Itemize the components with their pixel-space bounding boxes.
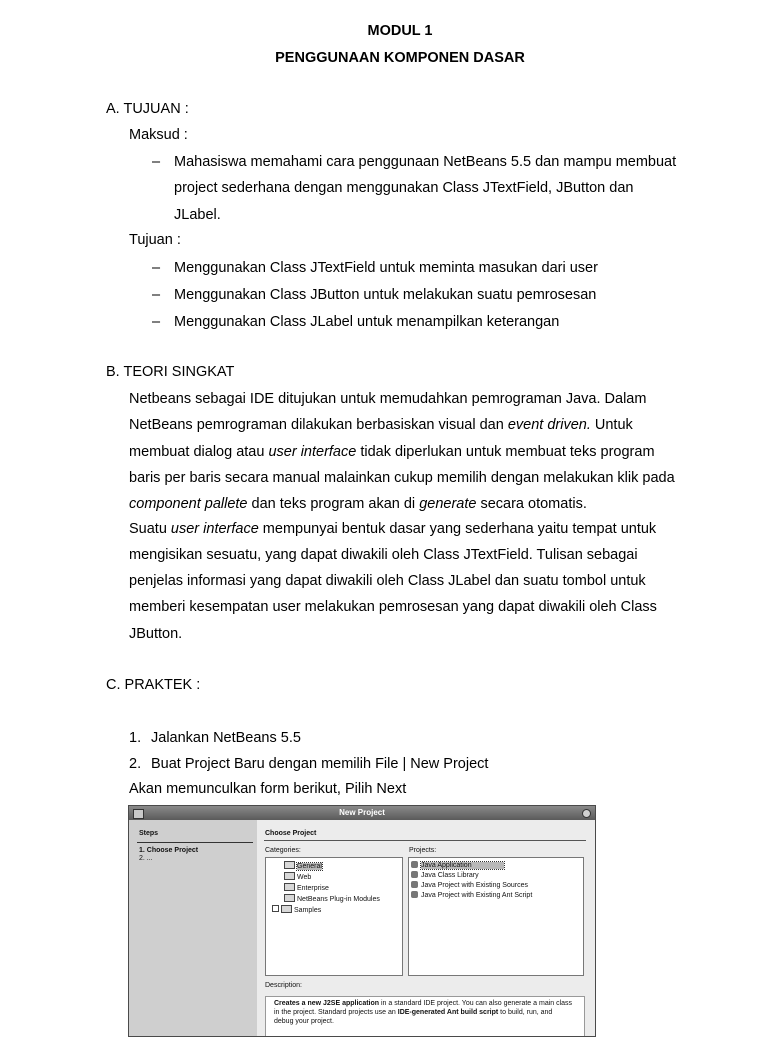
step-item: 2. ... [139, 855, 153, 862]
section-c-heading: C. PRAKTEK : [106, 677, 201, 693]
ant-script-icon [411, 891, 418, 898]
window-menu-icon[interactable] [133, 809, 144, 819]
description-line: in the project. Standard projects use an IDE-generated Ant build script to build, run, and [274, 1009, 553, 1016]
categories-list[interactable] [265, 857, 403, 976]
project-item[interactable]: Java Class Library [411, 871, 479, 879]
folder-icon [284, 883, 295, 891]
step-text: Jalankan NetBeans 5.5 [151, 730, 301, 746]
section-b-heading: B. TEORI SINGKAT [106, 364, 235, 380]
theory-line: membuat dialog atau user interface tidak diperlukan untuk membuat teks program [129, 444, 655, 460]
theory-line: memberi kesempatan user melakukan pemrosesan yang dapat diwakili oleh Class [129, 599, 657, 615]
panel-heading: Choose Project [265, 830, 317, 837]
theory-line: baris per baris secara manual malainkan cukup memilih dengan melakukan klik pada [129, 470, 675, 486]
tujuan-item: Menggunakan Class JLabel untuk menampilkan keterangan [174, 314, 560, 330]
maksud-item-line: JLabel. [174, 207, 221, 223]
category-item[interactable]: Samples [272, 905, 321, 914]
category-item[interactable]: NetBeans Plug-in Modules [284, 894, 380, 903]
step-text: Buat Project Baru dengan memilih File | New Project [151, 756, 489, 772]
section-a-heading: A. TUJUAN : [106, 101, 189, 117]
description-line: Creates a new J2SE application in a standard IDE project. You can also generate a main class [274, 1000, 573, 1007]
theory-line: Suatu user interface mempunyai bentuk dasar yang sederhana yaitu tempat untuk [129, 521, 657, 537]
module-title: PENGGUNAAN KOMPONEN DASAR [275, 50, 525, 66]
step-number: 2. [129, 756, 142, 772]
folder-icon [284, 872, 295, 880]
step-note: Akan memunculkan form berikut, Pilih Next [129, 781, 407, 797]
folder-icon [284, 894, 295, 902]
theory-line: Netbeans sebagai IDE ditujukan untuk memudahkan pemrograman Java. Dalam [129, 391, 647, 407]
close-icon[interactable] [582, 809, 591, 818]
maksud-item-line: project sederhana dengan menggunakan Class JTextField, JButton dan [174, 180, 634, 196]
maksud-item-line: Mahasiswa memahami cara penggunaan NetBeans 5.5 dan mampu membuat [174, 154, 677, 170]
java-cup-icon [411, 861, 418, 868]
folder-icon [281, 905, 292, 913]
category-item[interactable]: Enterprise [284, 883, 329, 892]
step-number: 1. [129, 730, 142, 746]
tujuan-item: Menggunakan Class JTextField untuk meminta masukan dari user [174, 260, 598, 276]
step-item: 1. Choose Project [139, 847, 199, 854]
maksud-label: Maksud : [129, 127, 188, 143]
new-project-dialog [128, 805, 596, 1037]
theory-line: JButton. [129, 626, 183, 642]
tujuan-item: Menggunakan Class JButton untuk melakukan suatu pemrosesan [174, 287, 597, 303]
maksud-bullet: – [152, 154, 161, 170]
description-box [265, 996, 585, 1037]
description-line: debug your project. [274, 1018, 334, 1025]
theory-line: NetBeans pemrograman dilakukan berbasiskan visual dan event driven. Untuk [129, 417, 633, 433]
theory-line: penjelas informasi yang dapat diwakili oleh Class JLabel dan suatu tombol untuk [129, 573, 646, 589]
tujuan-label: Tujuan : [129, 232, 181, 248]
dialog-title: New Project [339, 808, 385, 817]
steps-pane [129, 820, 257, 1036]
java-cup-icon [411, 871, 418, 878]
theory-line: mengisikan sesuatu, yang dapat diwakili oleh Class JTextField. Tulisan sebagai [129, 547, 638, 563]
expand-icon[interactable] [272, 905, 279, 912]
steps-heading: Steps [139, 830, 159, 837]
projects-label: Projects: [409, 847, 437, 854]
tujuan-bullet: – [152, 314, 161, 330]
theory-line: component pallete dan teks program akan di generate secara otomatis. [129, 496, 587, 512]
folder-icon [284, 861, 295, 869]
categories-label: Categories: [265, 847, 301, 854]
dialog-title-bar [129, 806, 595, 820]
project-item[interactable]: Java Project with Existing Sources [411, 881, 528, 889]
project-item[interactable]: Java Application [411, 861, 579, 869]
tujuan-bullet: – [152, 260, 161, 276]
description-label: Description: [265, 982, 302, 989]
module-number: MODUL 1 [367, 23, 433, 39]
projects-list[interactable] [408, 857, 584, 976]
project-item[interactable]: Java Project with Existing Ant Script [411, 891, 532, 899]
category-item[interactable]: Web [284, 872, 311, 881]
category-item[interactable]: General [284, 861, 322, 870]
java-cup-icon [411, 881, 418, 888]
tujuan-bullet: – [152, 287, 161, 303]
